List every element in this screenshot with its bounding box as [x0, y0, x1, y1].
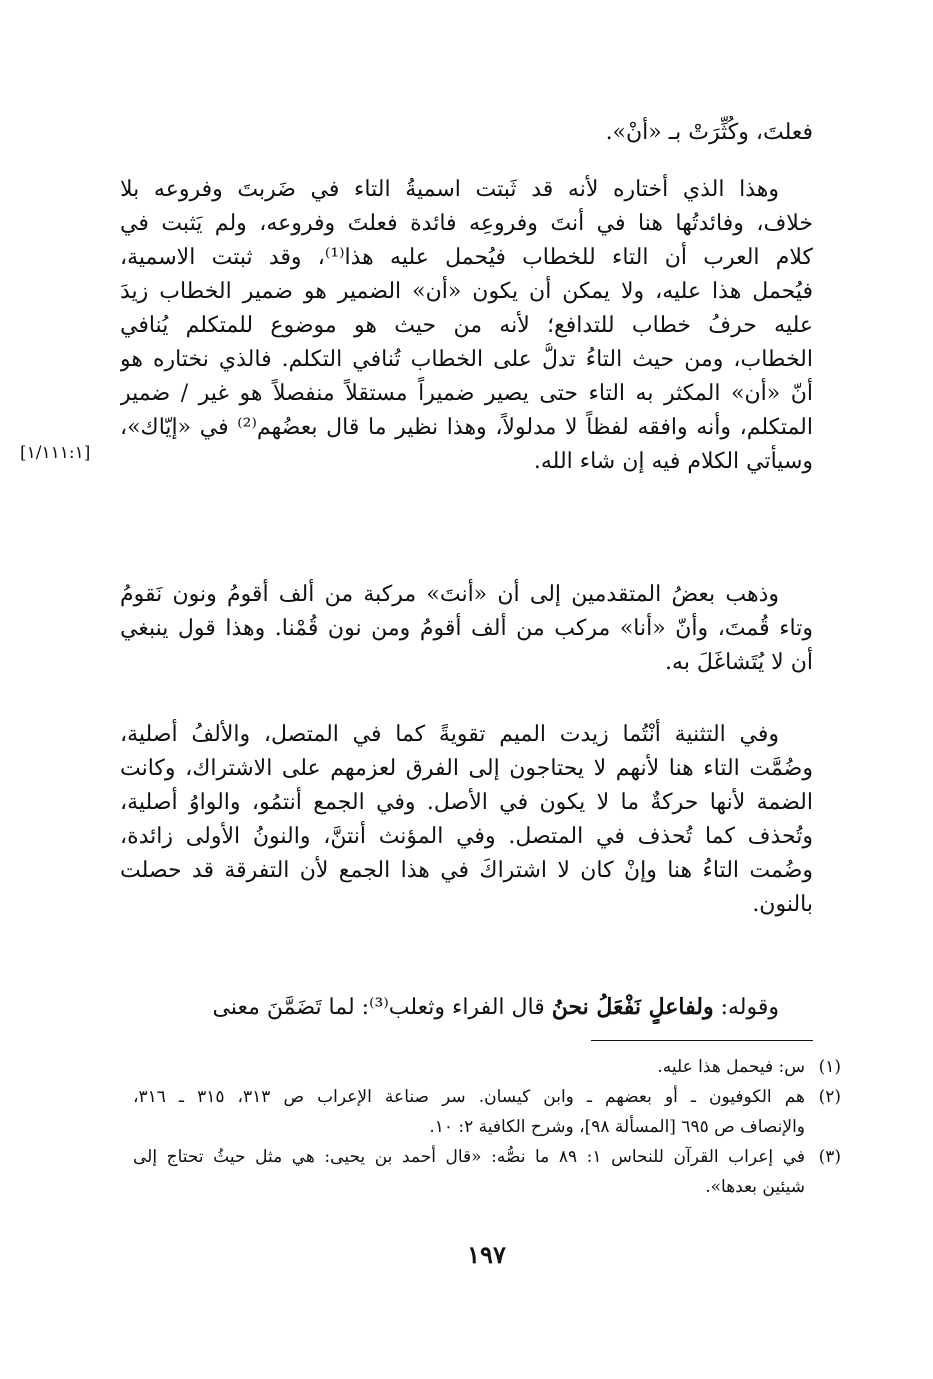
quoted-phrase: ولفاعلٍ نَفْعَلُ نحنُ — [551, 994, 714, 1020]
footnote-2 — [133, 1082, 841, 1142]
margin-page-reference: [١/١١١:١] — [20, 443, 91, 463]
text-line: وضُمت التاءُ هنا وإنْ كان لا اشتراكَ في هذا الجمع لأن التفرقة قد حصلت — [120, 858, 813, 883]
quote-intro: وقوله: — [713, 995, 779, 1020]
text-line: عليه حرفُ خطاب للتدافع؛ لأنه من حيث هو موضوع للمتكلم يُنافي — [120, 313, 813, 338]
text-line: الخطاب، ومن حيث التاءُ تدلُّ على الخطاب تُنافي التكلم. فالذي نختاره هو — [120, 347, 813, 372]
footnote-divider — [591, 1040, 813, 1041]
text-line: وهذا الذي أختاره لأنه قد ثَبتت اسميةُ التاء في ضَربتَ وفروعه بلا — [120, 177, 779, 202]
text-line: كلام العرب أن التاء للخطاب فيُحمل عليه هذا⁽¹⁾، وقد ثبتت الاسمية، — [120, 245, 813, 270]
text-line: وسيأتي الكلام فيه إن شاء الله. — [533, 449, 813, 474]
text-line: فيُحمل هذا عليه، ولا يمكن أن يكون «أن» الضمير هو ضمير الخطاب زيدَ — [120, 279, 813, 304]
footnote-text: والإنصاف ص ٦٩٥ [المسألة ٩٨]، وشرح الكافية ٢: ١٠. — [429, 1117, 805, 1137]
paragraph-3 — [120, 578, 813, 680]
footnotes — [133, 1052, 841, 1202]
footnote-number: (١) — [818, 1057, 841, 1077]
paragraph-4 — [120, 718, 813, 922]
text-line: بالنون. — [752, 892, 813, 917]
text-line: المتكلم، وأنه وافقه لفظاً لا مدلولاً، وهذا نظير ما قال بعضُهم⁽²⁾ في «إيّاك»، — [120, 415, 813, 440]
paragraph-1 — [120, 116, 813, 150]
text-line: الضمة لأنها حركةٌ ما لا يكون في الأصل. وفي الجمع أنتمُو، والواوُ أصلية، — [120, 790, 813, 815]
paragraph-5 — [120, 990, 813, 1024]
text-line: أن لا يُتَشاغَلَ به. — [665, 650, 813, 675]
footnote-text: في إعراب القرآن للنحاس ١: ٨٩ ما نصُّه: «قال أحمد بن يحيى: هي مثل حيثُ تحتاج إلى — [133, 1147, 805, 1167]
footnote-number: (٣) — [818, 1147, 841, 1167]
footnote-text: س: فيحمل هذا عليه. — [657, 1057, 805, 1077]
footnote-1 — [133, 1052, 841, 1082]
footnote-text: شيئين بعدها». — [705, 1177, 805, 1197]
text-line: وفي التثنية أنْتُما زيدت الميم تقويةً كما في المتصل، والألفُ أصلية، — [120, 722, 779, 747]
text-line: وتُحذف كما تُحذف في المتصل. وفي المؤنث أنتنَّ، والنونُ الأولى زائدة، — [120, 824, 813, 849]
footnote-number: (٢) — [818, 1087, 841, 1107]
text-line: وضُمَّت التاء هنا لأنهم لا يحتاجون إلى الفرق لعزمهم على الاشتراك، وكانت — [120, 756, 813, 781]
footnote-text: هم الكوفيون ـ أو بعضهم ـ وابن كيسان. سر صناعة الإعراب ص ٣١٣، ٣١٥ ـ ٣١٦، — [133, 1087, 805, 1107]
paragraph-2 — [120, 173, 813, 479]
text-line: خلاف، وفائدتُها هنا في أنتَ وفروعِه فائدة فعلتَ وفروعه، ولم يَثبت في — [120, 211, 813, 236]
footnote-3 — [133, 1142, 841, 1202]
text-line: وذهب بعضُ المتقدمين إلى أن «أنتَ» مركبة من ألف أقومُ ونون نَقومُ — [120, 582, 779, 607]
text-line: فعلتَ، وكُثِّرَتْ بـ «أنْ». — [605, 120, 813, 145]
text-line: وتاء قُمتَ، وأنّ «أنا» مركب من ألف أقومُ ومن نون قُمْنا. وهذا قول ينبغي — [120, 616, 813, 641]
quote-continuation: قال الفراء وثعلب⁽³⁾: لما تَضَمَّنَ معنى — [212, 995, 552, 1020]
text-line: أنّ «أن» المكثر به التاء حتى يصير ضميراً مستقلاً منفصلاً هو غير / ضمير — [120, 381, 813, 406]
text-line — [120, 990, 813, 1024]
page-number: ١٩٧ — [467, 1240, 506, 1269]
